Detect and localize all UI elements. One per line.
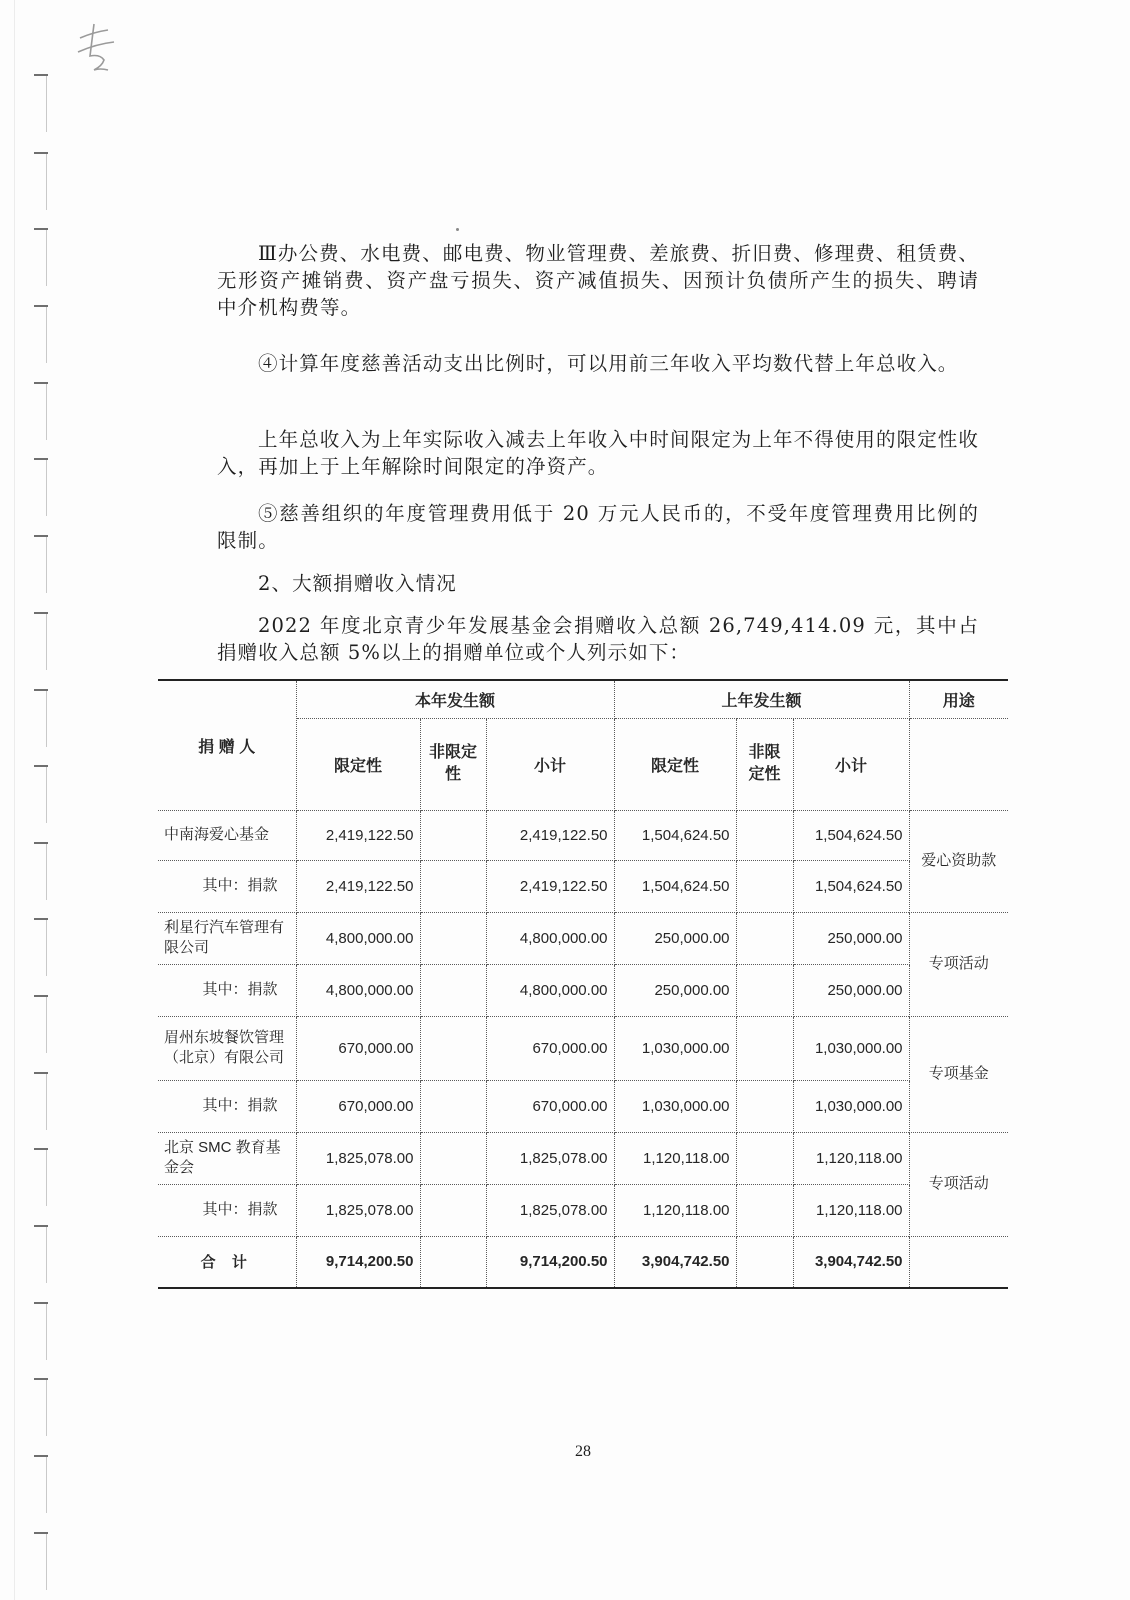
prev-restricted: 250,000.00 [614,964,736,1016]
header-cur-unrestricted: 非限定性 [420,718,486,810]
cur-unrestricted [420,964,486,1016]
cur-restricted: 1,825,078.00 [296,1132,420,1184]
header-prev-unrestricted: 非限定性 [736,718,793,810]
binding-mark [34,382,48,442]
binding-mark [34,1532,48,1592]
table-row [158,1080,1008,1132]
total-prev-subtotal: 3,904,742.50 [793,1236,909,1288]
prev-subtotal: 1,030,000.00 [793,1080,909,1132]
purpose: 爱心资助款 [909,810,1008,912]
binding-mark [34,689,48,749]
prev-restricted: 1,030,000.00 [614,1080,736,1132]
header-cur-restricted: 限定性 [296,718,420,810]
donor-name: 中南海爱心基金 [158,810,296,860]
paragraph-prior-year-income: 上年总收入为上年实际收入减去上年收入中时间限定为上年不得使用的限定性收入，再加上于上年解除时间限定的净资产。 [217,428,980,478]
binding-mark [34,152,48,212]
prev-unrestricted [736,1080,793,1132]
header-donor: 捐 赠 人 [158,680,296,810]
prev-unrestricted [736,1132,793,1184]
binding-mark [34,1072,48,1132]
paragraph-note-4: ④计算年度慈善活动支出比例时，可以用前三年收入平均数代替上年总收入。 [258,352,959,375]
cur-subtotal: 1,825,078.00 [486,1184,614,1236]
cur-restricted: 2,419,122.50 [296,860,420,912]
cur-restricted: 1,825,078.00 [296,1184,420,1236]
cur-unrestricted [420,912,486,964]
binding-mark [34,1148,48,1208]
binding-mark [34,842,48,902]
purpose: 专项基金 [909,1016,1008,1132]
prev-subtotal: 1,120,118.00 [793,1184,909,1236]
binding-margin [0,0,60,1600]
prev-unrestricted [736,1016,793,1080]
binding-mark [34,305,48,365]
binding-mark [34,1455,48,1515]
cur-subtotal: 670,000.00 [486,1080,614,1132]
table-row [158,1132,1008,1184]
cur-subtotal: 670,000.00 [486,1016,614,1080]
cur-restricted: 670,000.00 [296,1016,420,1080]
binding-mark [34,1225,48,1285]
prev-restricted: 1,120,118.00 [614,1132,736,1184]
cur-unrestricted [420,860,486,912]
cur-unrestricted [420,810,486,860]
total-cur-subtotal: 9,714,200.50 [486,1236,614,1288]
page-number: 28 [575,1443,591,1460]
binding-mark [34,765,48,825]
table-row [158,912,1008,964]
header-prev-restricted: 限定性 [614,718,736,810]
prev-restricted: 1,504,624.50 [614,860,736,912]
table-row [158,1184,1008,1236]
cur-unrestricted [420,1184,486,1236]
header-prev-subtotal: 小计 [793,718,909,810]
cur-subtotal: 2,419,122.50 [486,810,614,860]
header-prior-year: 上年发生额 [614,680,909,718]
cur-unrestricted [420,1132,486,1184]
prev-unrestricted [736,1184,793,1236]
header-cur-subtotal: 小计 [486,718,614,810]
total-prev-unrestricted [736,1236,793,1288]
donation-subrow-label: 其中：捐款 [158,964,296,1016]
prev-subtotal: 250,000.00 [793,912,909,964]
donor-name: 利星行汽车管理有限公司 [158,912,296,964]
prev-restricted: 250,000.00 [614,912,736,964]
binding-mark [34,535,48,595]
cur-restricted: 4,800,000.00 [296,912,420,964]
prev-unrestricted [736,964,793,1016]
donation-subrow-label: 其中：捐款 [158,1184,296,1236]
total-cur-unrestricted [420,1236,486,1288]
binding-mark [34,918,48,978]
cur-restricted: 4,800,000.00 [296,964,420,1016]
cur-subtotal: 4,800,000.00 [486,912,614,964]
total-purpose [909,1236,1008,1288]
donations-table-container [158,679,1008,1289]
page-edge-line [14,0,15,1600]
binding-mark [34,995,48,1055]
cur-subtotal: 4,800,000.00 [486,964,614,1016]
donation-subrow-label: 其中：捐款 [158,860,296,912]
purpose: 专项活动 [909,912,1008,1016]
prev-subtotal: 1,504,624.50 [793,860,909,912]
cur-unrestricted [420,1016,486,1080]
paragraph-note-5: ⑤慈善组织的年度管理费用低于 20 万元人民币的，不受年度管理费用比例的限制。 [217,502,979,552]
prev-subtotal: 250,000.00 [793,964,909,1016]
table-row [158,860,1008,912]
cur-unrestricted [420,1080,486,1132]
cur-restricted: 2,419,122.50 [296,810,420,860]
binding-mark [34,74,48,134]
paragraph-expense-list: Ⅲ办公费、水电费、邮电费、物业管理费、差旅费、折旧费、修理费、租赁费、无形资产摊销费、资产盘亏损失、资产减值损失、因预计负债所产生的损失、聘请中介机构费等。 [217,242,979,319]
total-row [158,1236,1008,1288]
section-heading: 2、大额捐赠收入情况 [258,572,457,595]
handwritten-mark-icon [74,22,122,78]
cur-subtotal: 2,419,122.50 [486,860,614,912]
table-row [158,810,1008,860]
donor-name: 北京 SMC 教育基金会 [158,1132,296,1184]
binding-mark [34,1378,48,1438]
prev-unrestricted [736,912,793,964]
header-purpose-blank [909,718,1008,810]
prev-subtotal: 1,030,000.00 [793,1016,909,1080]
prev-unrestricted [736,810,793,860]
large-donations-table [158,679,1008,1289]
total-label: 合 计 [158,1236,296,1288]
prev-subtotal: 1,504,624.50 [793,810,909,860]
cur-subtotal: 1,825,078.00 [486,1132,614,1184]
table-row [158,1016,1008,1080]
total-cur-restricted: 9,714,200.50 [296,1236,420,1288]
prev-restricted: 1,120,118.00 [614,1184,736,1236]
paragraph-intro: 2022 年度北京青少年发展基金会捐赠收入总额 26,749,414.09 元，其中占捐赠收入总额 5%以上的捐赠单位或个人列示如下： [217,614,979,664]
header-current-year: 本年发生额 [296,680,614,718]
table-row [158,964,1008,1016]
prev-restricted: 1,030,000.00 [614,1016,736,1080]
prev-subtotal: 1,120,118.00 [793,1132,909,1184]
total-prev-restricted: 3,904,742.50 [614,1236,736,1288]
prev-unrestricted [736,860,793,912]
binding-mark [34,228,48,288]
binding-mark [34,1302,48,1362]
header-purpose: 用途 [909,680,1008,718]
scan-speck [456,228,459,231]
cur-restricted: 670,000.00 [296,1080,420,1132]
binding-mark [34,612,48,672]
prev-restricted: 1,504,624.50 [614,810,736,860]
binding-mark [34,458,48,518]
donor-name: 眉州东坡餐饮管理（北京）有限公司 [158,1016,296,1080]
purpose: 专项活动 [909,1132,1008,1236]
donation-subrow-label: 其中：捐款 [158,1080,296,1132]
